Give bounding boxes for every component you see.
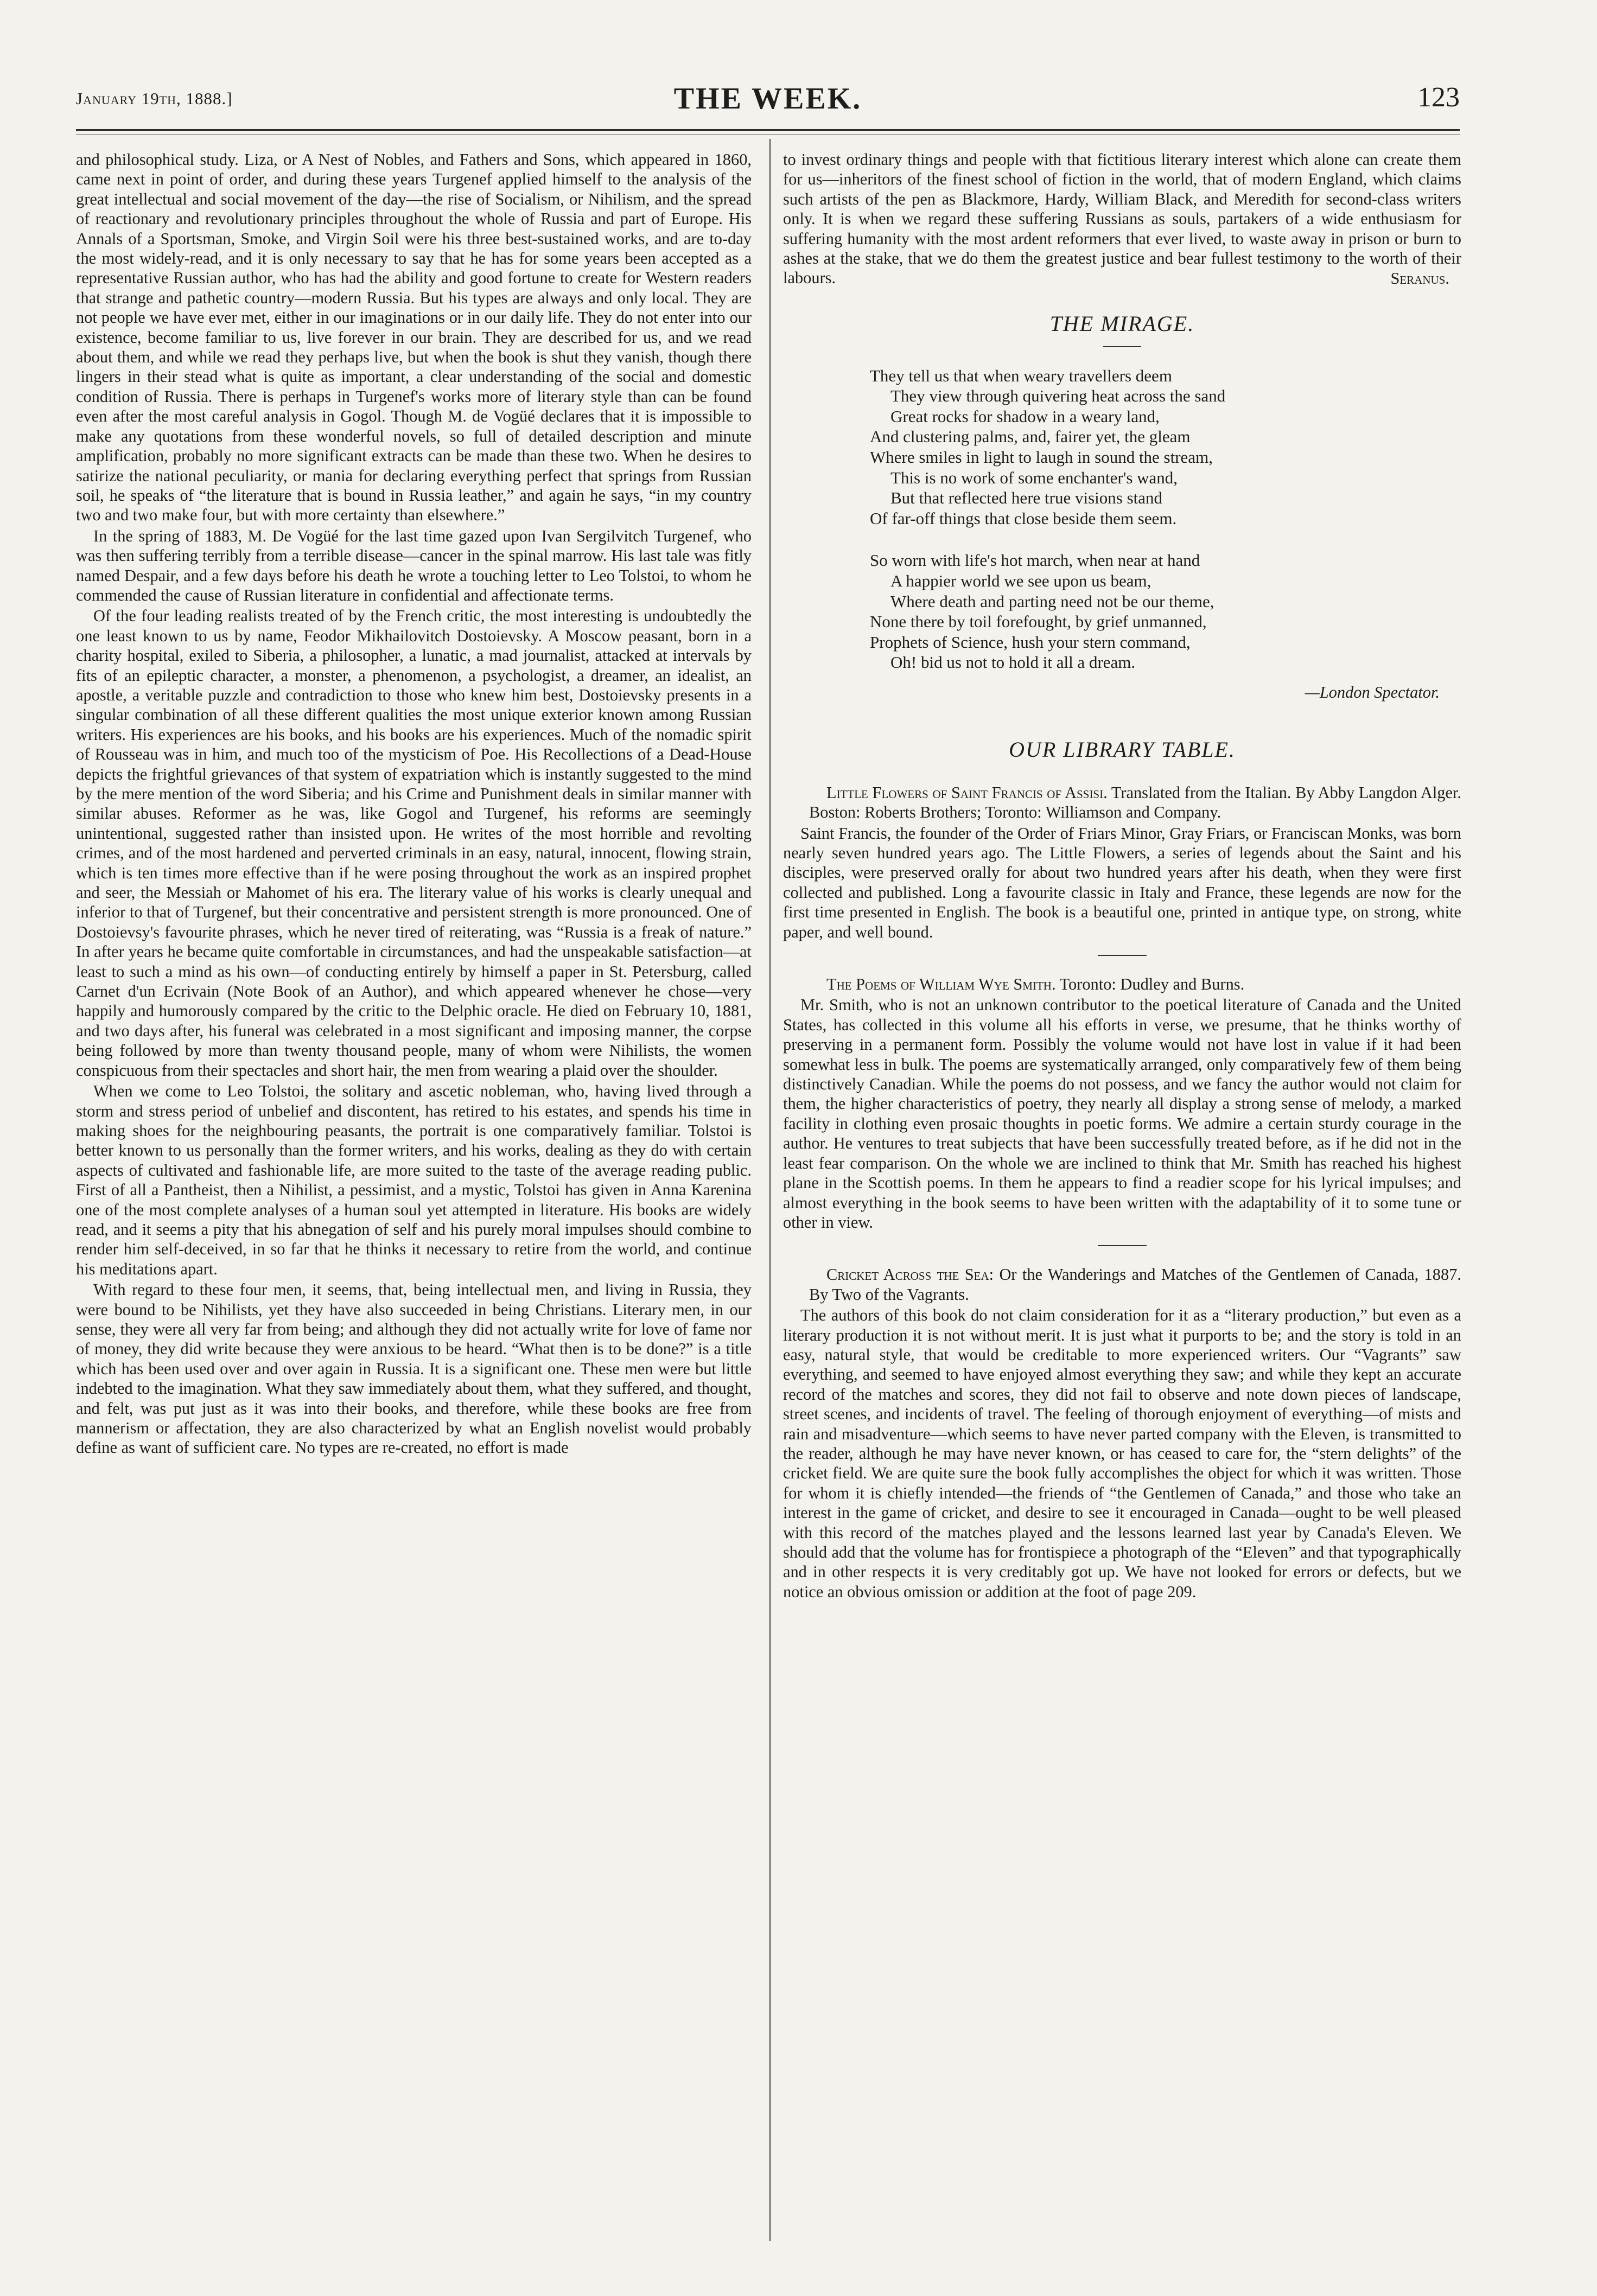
poem-line: Prophets of Science, hush your stern command, [870,632,1191,652]
poem-attribution: —London Spectator. [1305,683,1440,701]
book-title: Cricket Across the Sea: [826,1265,994,1284]
book-details: Toronto: Dudley and Burns. [1059,975,1245,994]
poem-line: They tell us that when weary travellers deem [870,366,1172,385]
poem-line: Where death and parting need not be our theme, [890,591,1214,611]
poem-line: None there by toil forefought, by grief unmanned, [870,612,1207,632]
book-review [783,974,1461,1232]
article-paragraph: In the spring of 1883, M. De Vogüé for the last time gazed upon Ivan Sergilvitch Turgenef, who was then suffering terribly from a terrible disease—cancer in the spinal marrow. His last tale was fitly named Despair, and a few days before his death he wrote a touching letter to Leo Tolstoi, to whom he commended the cause of Russian literature in confidential and affectionate terms. [76,526,752,604]
article-paragraph: Of the four leading realists treated of by the French critic, the most interesting is undoubtedly the one least known to us by name, Feodor Mikhailovitch Dostoievsky. A Moscow peasant, born in a charity hospital, exiled to Siberia, a philosopher, a lunatic, a mad journalist, attacked at intervals by fits of an epileptic character, a monster, a phenomenon, a psychologist, a dreamer, an idealist, an apostle, a veritable puzzle and contradiction to those who knew him best, Dostoievsky presents in a singular combination of all these different qualities the most unique exterior known among Russian writers. His experiences are his books, and his books are his experiences. Much of the nomadic spirit of Rousseau was in him, and much too of the mysticism of Poe. His Recollections of a Dead-House depicts the frightful grievances of that system of expatriation which is instantly suggested to the mind by the mere mention of the word Siberia; and his Crime and Punishment deals in similar manner with similar abuses. Reformer as he was, like Gogol and Turgenef, his reforms are seemingly unintentional, suggested rather than insisted upon. He writes of the most horrible and revolting crimes, and of the most hardened and perverted criminals in an easy, natural, innocent, flowing strain, which is ten times more effective than if he were posing throughout the work as an inspired prophet and seer, the Messiah or Mahomet of his era. The literary value of his works is clearly unequal and inferior to that of Turgenef, but their concentrative and persistent strength is more pronounced. One of Dostoievsy's favourite phrases, which he never tired of reiterating, was “Russia is a freak of nature.” In after years he became quite comfortable in circumstances, and had the unspeakable satisfaction—at least to such a mind as his own—of conducting entirely by himself a paper in St. Petersburg, called Carnet d'un Ecrivain (Note Book of an Author), and which appeared whenever he chose—very happily and humorously compared by the critic to the Delphic oracle. He died on February 10, 1881, and two days after, his funeral was celebrated in a most significant and imposing manner, the corpse being followed by more than twenty thousand people, many of whom were Nihilists, the women conspicuous from their spectacles and short hair, the men from wearing a plaid over the shoulder. [76,607,752,1080]
book-entry-heading [783,974,1461,994]
book-details: Translated from the Italian. By Abby Langdon Alger. Boston: Roberts Brothers; Toronto: Williamson and Company. [809,783,1461,822]
page-number: 123 [1417,82,1460,113]
section-title: OUR LIBRARY TABLE. [1009,737,1236,762]
poem-line: Where smiles in light to laugh in sound the stream, [870,448,1213,467]
book-title: Little Flowers of Saint Francis of Assisi. [826,783,1108,802]
review-divider [1098,1245,1147,1246]
review-divider [1098,955,1147,956]
book-entry-heading [783,1265,1461,1304]
poem [870,366,1391,673]
book-review [783,783,1461,942]
masthead-title: THE WEEK. [673,82,862,116]
header-rule [76,129,1460,131]
book-title: The Poems of William Wye Smith. [826,975,1056,994]
title-rule [1103,346,1141,347]
poem-line: So worn with life's hot march, when near at hand [870,551,1200,570]
poem-line: They view through quivering heat across the sand [890,386,1226,406]
book-details: Or the Wanderings and Matches of the Gentlemen of Canada, 1887. By Two of the Vagrants. [809,1265,1461,1304]
review-paragraph: Saint Francis, the founder of the Order of Friars Minor, Gray Friars, or Franciscan Monks, was born nearly seven hundred years ago. The Little Flowers, a series of legends about the Saint and his disciples, were preserved orally for about two hundred years after his death, when they were first collected and published. Long a favourite classic in Italy and France, these legends are now for the first time presented in English. The book is a beautiful one, printed in antique type, on strong, white paper, and well bound. [783,824,1461,941]
right-column [783,150,1461,1602]
header-rule-thin [76,134,1460,135]
poem-stanza [870,366,1391,529]
column-divider [769,139,771,2241]
poem-stanza [870,550,1391,673]
poem-line: Oh! bid us not to hold it all a dream. [890,653,1136,672]
review-paragraph: The authors of this book do not claim consideration for it as a “literary production,” but even as a literary production it is not without merit. It is just what it purports to be; and the story is told in an easy, natural style, that would be creditable to more experienced writers. Our “Vagrants” saw everything, and seemed to have enjoyed almost everything they saw; and while they kept an accurate record of the matches and scores, they did not fail to observe and note down pieces of landscape, street scenes, and incidents of travel. The feeling of thorough enjoyment of everything—of mists and rain and misadventure—which seems to have never parted company with the Eleven, is transmitted to the reader, although he may have never known, or has ceased to care for, the “stern delights” of the cricket field. We are quite sure the book fully accomplishes the object for which it was written. Those for whom it is chiefly intended—the friends of “the Gentlemen of Canada,” and those who take an interest in the game of cricket, and desire to see it encouraged in Canada—ought to be well pleased with this record of the matches played and the lessons learned last year by Canada's Eleven. We should add that the volume has for frontispiece a photograph of the “Eleven” and that typographically and in other respects it is very creditably got up. We have not looked for errors or defects, but we notice an obvious omission or addition at the foot of page 209. [783,1306,1461,1601]
poem-line: Great rocks for shadow in a weary land, [890,406,1160,426]
author-signature: Seranus. [1390,269,1449,288]
article-continuation: to invest ordinary things and people with that fictitious literary interest which alone can create them for us—inheritors of the finest school of fiction in the world, that of modern England, which claims such artists of the pen as Blackmore, Hardy, William Black, and Meredith for second-class writers only. It is when we regard these suffering Russians as souls, partakers of a wide enthusiasm for suffering humanity with the most ardent reformers that ever lived, to waste away in prison or burn to ashes at the stake, that we do them the greatest justice and bear fullest testimony to the worth of their labours. [783,150,1461,288]
poem-line: Of far-off things that close beside them seem. [870,508,1177,528]
poem-line: This is no work of some enchanter's wand, [890,468,1178,487]
poem-title: THE MIRAGE. [1049,311,1195,336]
poem-line: And clustering palms, and, fairer yet, the gleam [870,427,1191,447]
poem-line: But that reflected here true visions stand [890,488,1163,508]
issue-date: January 19th, 1888.] [76,89,233,108]
left-column [76,150,752,1458]
poem-line: A happier world we see upon us beam, [890,571,1151,590]
page-header [76,81,1460,119]
article-paragraph: When we come to Leo Tolstoi, the solitary and ascetic nobleman, who, having lived through a storm and stress period of unbelief and discontent, has retired to his estates, and spends his time in making shoes for the neighbouring peasants, the portrait is one comparatively familiar. Tolstoi is better known to us personally than the former writers, and his works, dealing as they do with certain aspects of cultivated and fashionable life, are more suited to the taste of the average reading public. First of all a Pantheist, then a Nihilist, a pessimist, and a mystic, Tolstoi has given in Anna Karenina one of the most complete analyses of a human soul yet attempted in literature. His books are widely read, and it seems a pity that his abnegation of self and his purely moral impulses should combine to render him self-deceived, in so far that he thinks it necessary to retire from the world, and continue his meditations apart. [76,1082,752,1278]
book-review [783,1265,1461,1602]
article-paragraph: and philosophical study. Liza, or A Nest of Nobles, and Fathers and Sons, which appeared in 1860, came next in point of order, and during these years Turgenef applied himself to the analysis of the great intellectual and social movement of the day—the rise of Socialism, or Nihilism, and the spread of reactionary and revolutionary principles throughout the whole of Russia and part of Europe. His Annals of a Sportsman, Smoke, and Virgin Soil were his three best-sustained works, and are to-day the most widely-read, and it is only necessary to say that he has for some years been accepted as a representative Russian author, who has had the ability and good fortune to create for Western readers that strange and pathetic country—modern Russia. But his types are always and only local. They are not people we have ever met, either in our imaginations or in our daily life. They do not enter into our existence, become familiar to us, live forever in our brain. They are described for us, and we read about them, and while we read they perhaps live, but when the book is shut they vanish, though there lingers in their stead what is quite as important, a clear understanding of the social and domestic condition of Russia. There is perhaps in Turgenef's works more of literary style than can be found even after the most careful analysis in Gogol. Though M. de Vogüé declares that it is impossible to make any quotations from these wonderful novels, so full of detailed description and minute amplification, probably no more significant extracts can be made than these two. When he desires to satirize the national peculiarity, or mania for declaring everything perfect that springs from Russian soil, he speaks of “the literature that is bound in Russia leather,” and again he says, “in my country two and two make four, but with more certainty than elsewhere.” [76,150,752,525]
book-entry-heading [783,783,1461,822]
article-paragraph: With regard to these four men, it seems, that, being intellectual men, and living in Russia, they were bound to be Nihilists, yet they have also succeeded in being Christians. Literary men, in our sense, they were all very far from being; and although they did not actually write for love of fame nor of money, they did write because they were anxious to be heard. “What then is to be done?” is a title which has been used over and over again in Russia. It is a significant one. These men were but little indebted to the imagination. What they saw immediately about them, what they suffered, and thought, and felt, was put just as it was into their books, and therefore, while these books are free from mannerism or affectation, they are also characterized by what an English novelist would probably define as want of sufficient care. No types are re-created, no effort is made [76,1280,752,1457]
review-paragraph: Mr. Smith, who is not an unknown contributor to the poetical literature of Canada and the United States, has collected in this volume all his efforts in verse, we presume, that he thinks worthy of preserving in a permanent form. Possibly the volume would not have lost in value if it had been somewhat less in bulk. The poems are systematically arranged, only comparatively few of them being distinctively Canadian. While the poems do not possess, and we fancy the author would not claim for them, the higher characteristics of poetry, they nearly all display a strong sense of melody, a marked facility in clothing even prosaic thoughts in poetic forms. We admire a certain sturdy courage in the author. He ventures to treat subjects that have been successfully treated before, as if he did not in the least fear comparison. On the whole we are inclined to think that Mr. Smith has reached his highest plane in the Scottish poems. In them he appears to find a readier scope for his lyrical impulses; and almost everything in the book seems to have been written with the adaptability of it to some tune or other in view. [783,996,1461,1232]
